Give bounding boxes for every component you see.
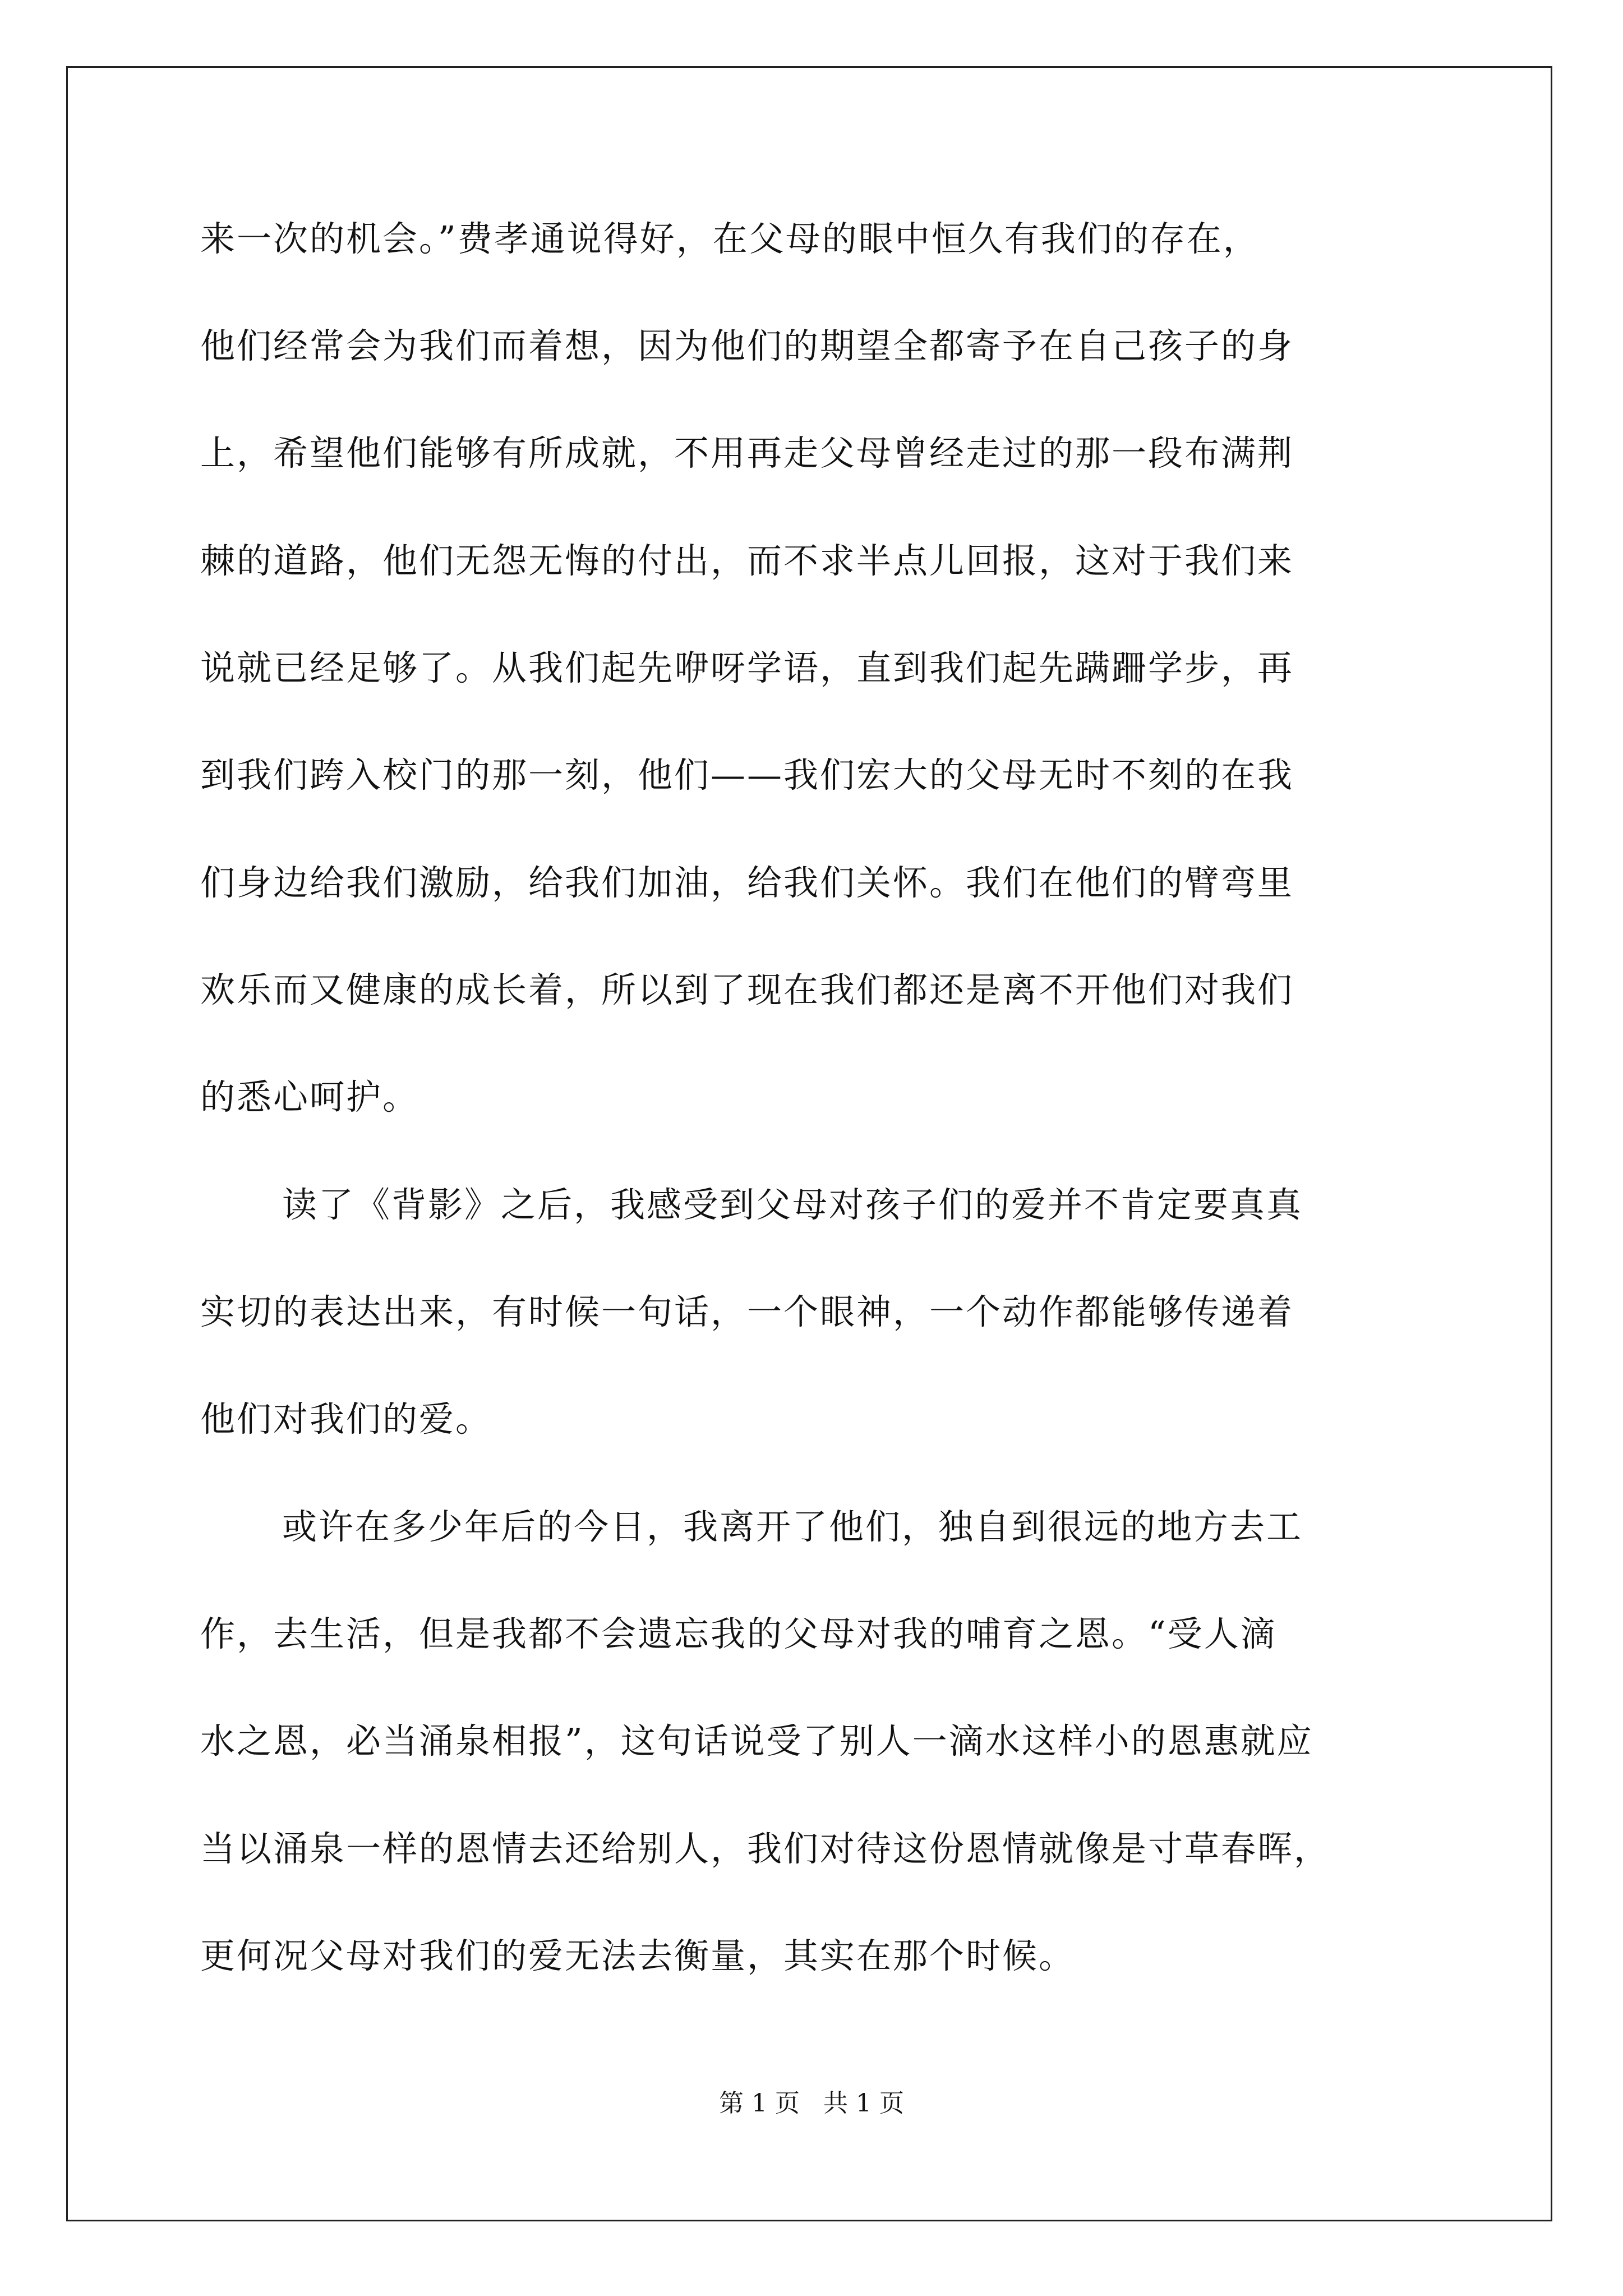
paragraph-start-line: 或许在多少年后的今日，我离开了他们，独自到很远的地方去工	[282, 1506, 1303, 1547]
text-line: 欢乐而又健康的成长着，所以到了现在我们都还是离不开他们对我们	[200, 969, 1294, 1010]
text-line: 更何况父母对我们的爱无法去衡量，其实在那个时候。	[200, 1935, 1076, 1976]
page-border	[66, 66, 1552, 2221]
text-line: 实切的表达出来，有时候一句话，一个眼神，一个动作都能够传递着	[200, 1291, 1294, 1332]
text-line: 作，去生活，但是我都不会遗忘我的父母对我的哺育之恩。“受人滴	[200, 1613, 1277, 1654]
text-line: 说就已经足够了。从我们起先咿呀学语，直到我们起先蹒跚学步，再	[200, 647, 1294, 688]
paragraph-start-line: 读了《背影》之后，我感受到父母对孩子们的爱并不肯定要真真	[282, 1184, 1303, 1225]
text-line: 上，希望他们能够有所成就，不用再走父母曾经走过的那一段布满荆	[200, 432, 1294, 473]
text-line: 棘的道路，他们无怨无悔的付出，而不求半点儿回报，这对于我们来	[200, 540, 1294, 581]
text-line: 他们对我们的爱。	[200, 1398, 492, 1439]
page-footer: 第 1 页 共 1 页	[719, 2089, 904, 2118]
text-line: 们身边给我们激励，给我们加油，给我们关怀。我们在他们的臂弯里	[200, 862, 1294, 903]
text-line: 的悉心呵护。	[200, 1076, 419, 1117]
text-line: 到我们跨入校门的那一刻，他们——我们宏大的父母无时不刻的在我	[200, 754, 1294, 795]
text-line: 水之恩，必当涌泉相报”，这句话说受了别人一滴水这样小的恩惠就应	[200, 1720, 1313, 1761]
text-line: 他们经常会为我们而着想，因为他们的期望全都寄予在自己孩子的身	[200, 325, 1294, 366]
text-line: 当以涌泉一样的恩情去还给别人，我们对待这份恩情就像是寸草春晖，	[200, 1828, 1331, 1869]
text-line: 来一次的机会。”费孝通说得好，在父母的眼中恒久有我们的存在，	[200, 218, 1260, 259]
